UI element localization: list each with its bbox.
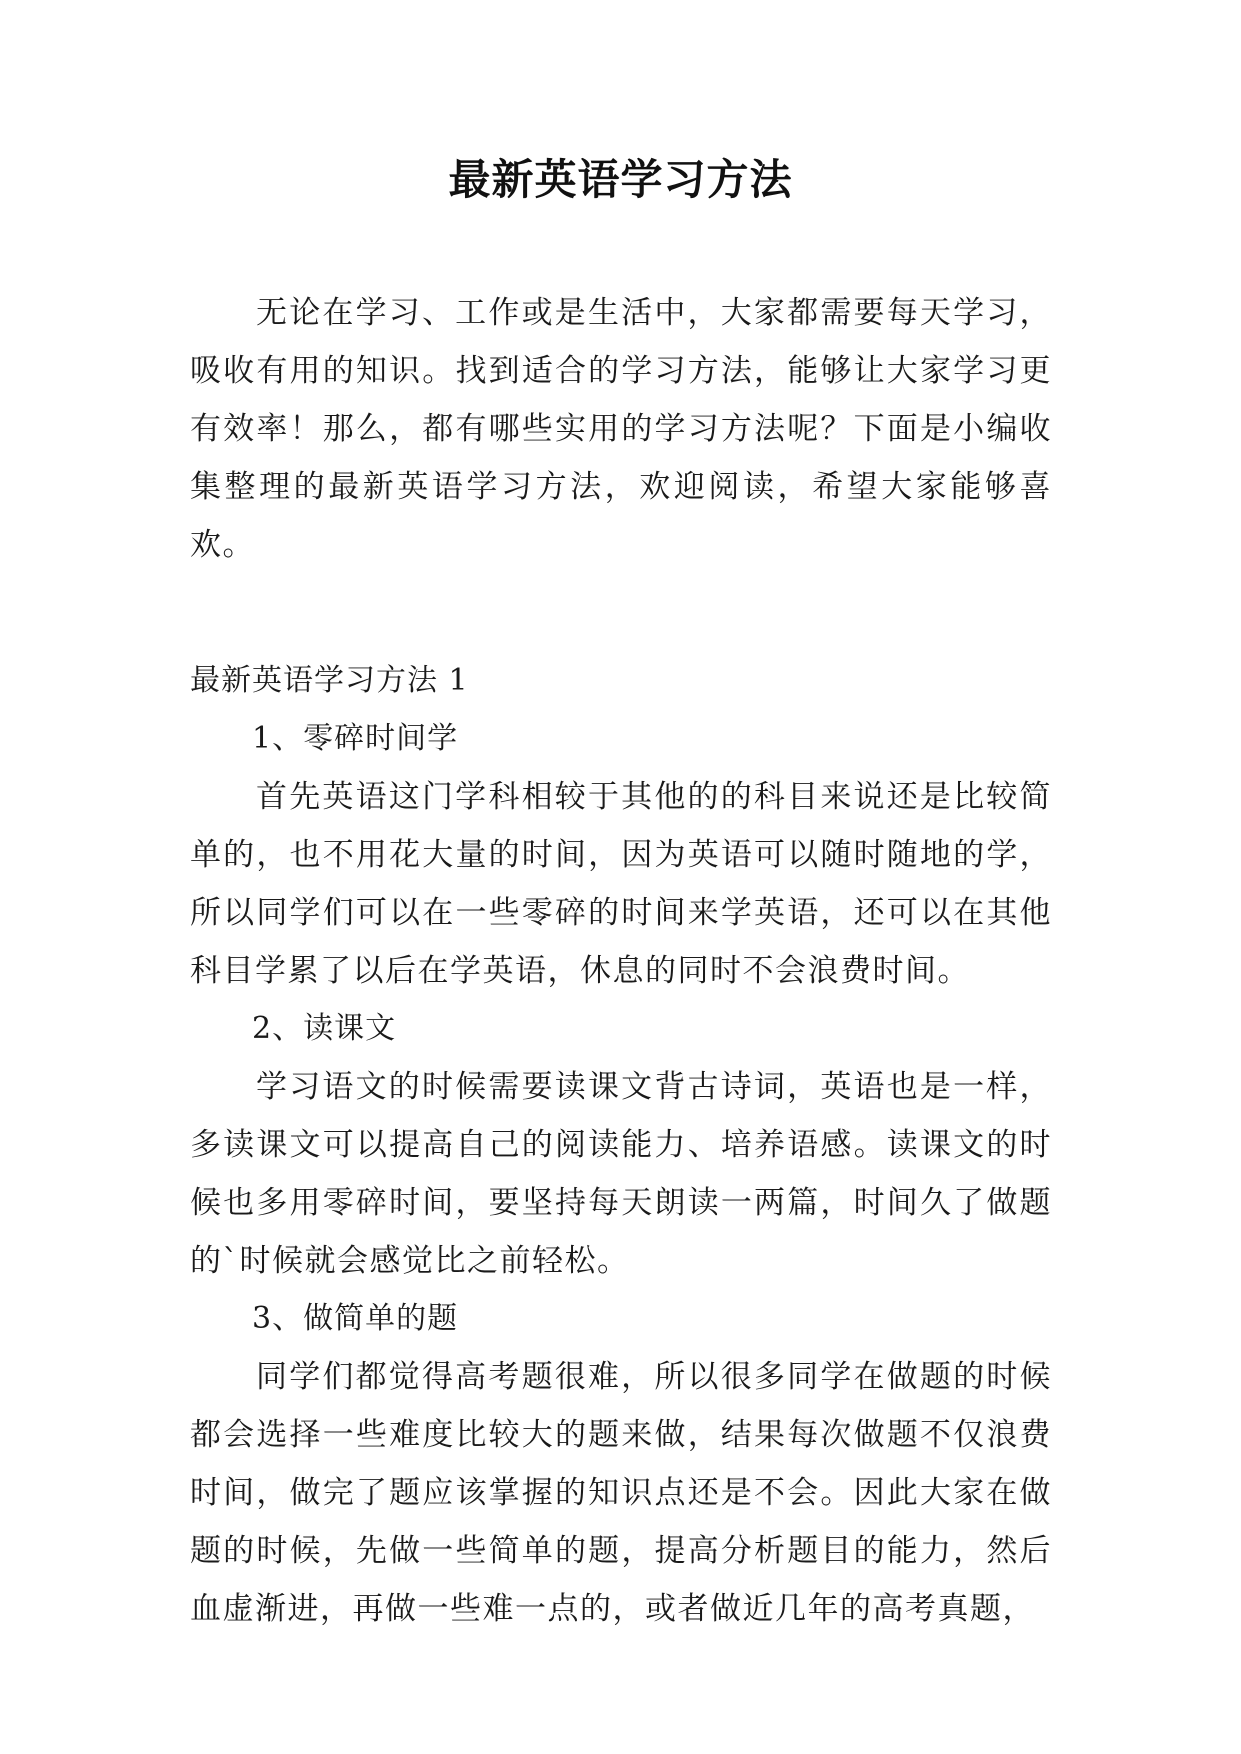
document-body — [190, 284, 1052, 1638]
item-heading-2: 2、读课文 — [252, 1011, 397, 1046]
document-title: 最新英语学习方法 — [448, 155, 793, 204]
section-heading: 最新英语学习方法 1 — [190, 663, 469, 698]
intro-paragraph: 无论在学习、工作或是生活中，大家都需要每天学习，吸收有用的知识。找到适合的学习方法，能够让大家学习更有效率！那么，都有哪些实用的学习方法呢？下面是小编收集整理的最新英语学习方法，欢迎阅读，希望大家能够喜欢。 — [190, 295, 1052, 563]
item-body-1: 首先英语这门学科相较于其他的的科目来说还是比较简单的，也不用花大量的时间，因为英语可以随时随地的学，所以同学们可以在一些零碎的时间来学英语，还可以在其他科目学累了以后在学英语，休息的同时不会浪费时间。 — [190, 779, 1052, 989]
item-body-2: 学习语文的时候需要读课文背古诗词，英语也是一样，多读课文可以提高自己的阅读能力、培养语感。读课文的时候也多用零碎时间，要坚持每天朗读一两篇，时间久了做题的`时候就会感觉比之前轻松。 — [190, 1069, 1052, 1279]
item-heading-3: 3、做简单的题 — [252, 1301, 459, 1336]
item-body-3: 同学们都觉得高考题很难，所以很多同学在做题的时候都会选择一些难度比较大的题来做，结果每次做题不仅浪费时间，做完了题应该掌握的知识点还是不会。因此大家在做题的时候，先做一些简单的题，提高分析题目的能力，然后血虚渐进，再做一些难一点的，或者做近几年的高考真题， — [190, 1359, 1052, 1627]
item-heading-1: 1、零碎时间学 — [252, 721, 459, 756]
